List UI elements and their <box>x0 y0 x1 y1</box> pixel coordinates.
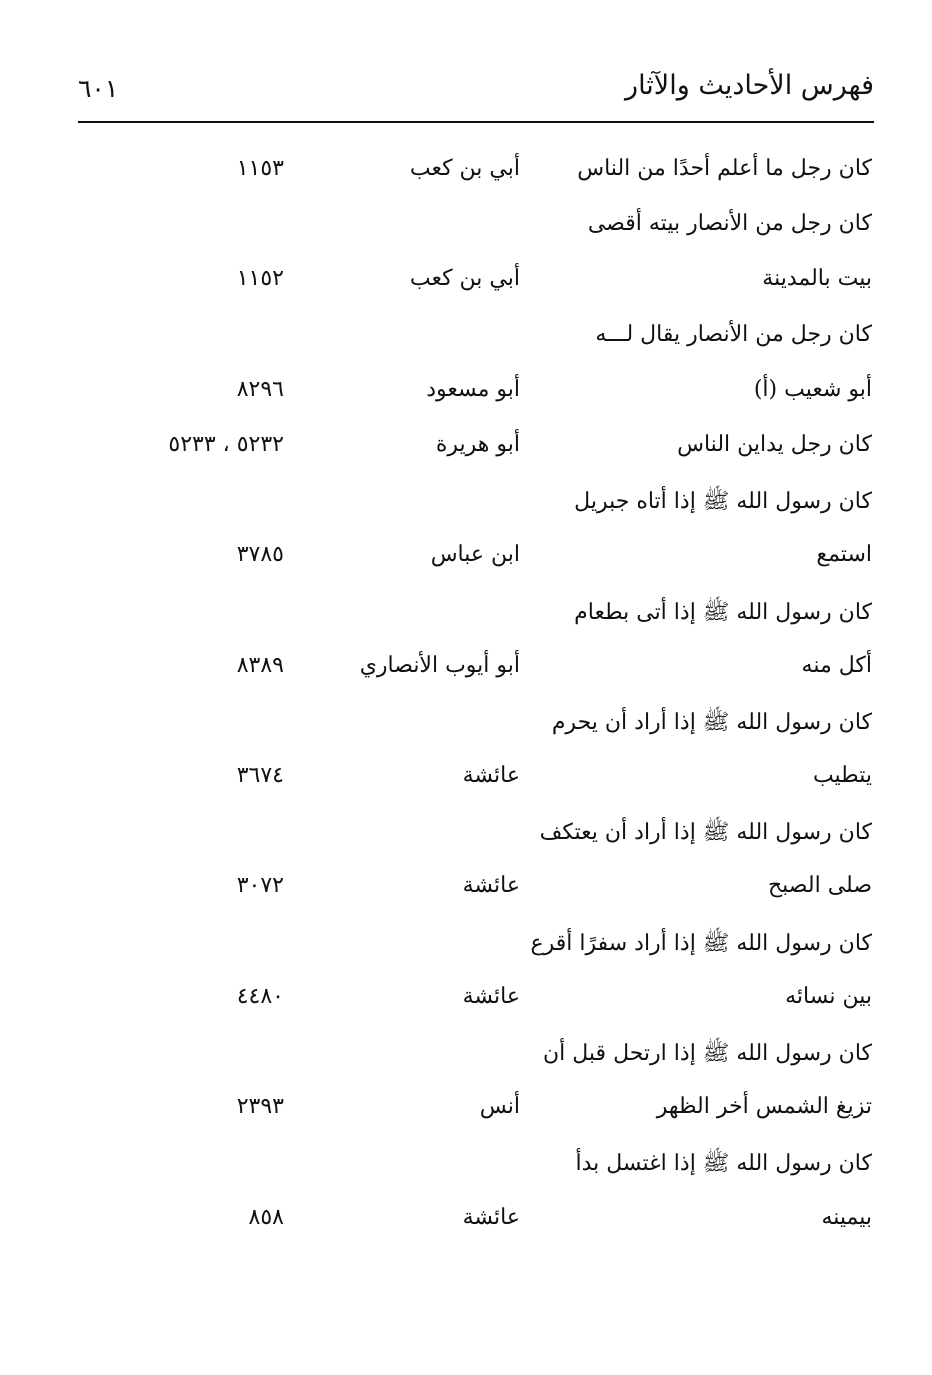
hadith-text: بيمينه <box>821 1204 872 1230</box>
narrator-name: أبي بن كعب <box>409 266 520 292</box>
narrator-name: أبو مسعود <box>426 376 520 402</box>
hadith-text: كان رجل من الأنصار يقال لـــه <box>595 321 872 347</box>
hadith-number: ٨٢٩٦ <box>236 376 284 402</box>
hadith-number: ٣٦٧٤ <box>236 763 284 789</box>
hadith-number: ١١٥٢ <box>236 266 284 292</box>
hadith-text: يتطيب <box>812 763 872 789</box>
index-entry <box>0 808 932 863</box>
index-entry <box>0 201 932 256</box>
narrator-name: أنس <box>479 1094 520 1120</box>
index-entry <box>0 1084 932 1139</box>
index-entry <box>0 146 932 201</box>
index-entry <box>0 1029 932 1084</box>
hadith-text: بيت بالمدينة <box>762 266 872 292</box>
hadith-number: ٤٤٨٠ <box>236 983 284 1009</box>
hadith-text: كان رسول الله ﷺ إذا أتاه جبريل <box>574 489 872 515</box>
index-entry <box>0 919 932 974</box>
header-divider <box>78 121 874 123</box>
hadith-text: كان رسول الله ﷺ إذا أراد أن يعتكف <box>539 820 872 846</box>
page-number: ٦٠١ <box>78 74 119 103</box>
hadith-text: كان رسول الله ﷺ إذا أراد سفرًا أقرع <box>530 930 872 956</box>
hadith-number: ٢٣٩٣ <box>236 1094 284 1120</box>
hadith-number: ١١٥٣ <box>236 156 284 181</box>
index-entry <box>0 532 932 587</box>
hadith-text: كان رسول الله ﷺ إذا اغتسل بدأ <box>575 1151 872 1177</box>
hadith-text: بين نسائه <box>785 983 872 1009</box>
index-entry <box>0 863 932 918</box>
narrator-name: عائشة <box>462 873 520 899</box>
hadith-number: ٥٢٣٢ ، ٥٢٣٣ <box>168 431 284 457</box>
hadith-text: كان رجل يداين الناس <box>677 431 872 457</box>
index-entry <box>0 974 932 1029</box>
index-entry <box>0 422 932 477</box>
hadith-text: كان رسول الله ﷺ إذا ارتحل قبل أن <box>543 1041 872 1066</box>
index-entry <box>0 367 932 422</box>
hadith-text: صلى الصبح <box>767 873 872 899</box>
hadith-number: ٣٠٧٢ <box>236 873 284 899</box>
narrator-name: عائشة <box>462 1204 520 1230</box>
hadith-text: كان رسول الله ﷺ إذا أراد أن يحرم <box>551 709 872 735</box>
hadith-text: استمع <box>816 542 872 568</box>
index-entry <box>0 753 932 808</box>
hadith-text: كان رسول الله ﷺ إذا أتى بطعام <box>574 599 872 625</box>
hadith-text: تزيغ الشمس أخر الظهر <box>656 1094 872 1120</box>
hadith-text: كان رجل ما أعلم أحدًا من الناس <box>577 156 872 181</box>
index-entry <box>0 477 932 532</box>
index-entry <box>0 643 932 698</box>
narrator-name: عائشة <box>462 763 520 789</box>
index-entry <box>0 256 932 311</box>
narrator-name: أبي بن كعب <box>409 156 520 181</box>
hadith-text: كان رجل من الأنصار بيته أقصى <box>587 211 872 237</box>
index-entry <box>0 1195 932 1250</box>
narrator-name: أبو أيوب الأنصاري <box>359 652 520 678</box>
index-entry <box>0 312 932 367</box>
narrator-name: ابن عباس <box>430 542 520 568</box>
narrator-name: أبو هريرة <box>435 431 520 457</box>
hadith-number: ٨٥٨ <box>248 1204 284 1230</box>
hadith-text: أبو شعيب (أ) <box>753 376 872 402</box>
hadith-index-list <box>0 146 932 1250</box>
hadith-text: أكل منه <box>801 652 872 678</box>
index-entry <box>0 698 932 753</box>
index-entry <box>0 588 932 643</box>
page-header <box>78 70 874 112</box>
index-entry <box>0 1139 932 1194</box>
page-title: فهرس الأحاديث والآثار <box>625 70 874 101</box>
narrator-name: عائشة <box>462 983 520 1009</box>
hadith-number: ٨٣٨٩ <box>236 652 284 678</box>
hadith-number: ٣٧٨٥ <box>236 542 284 568</box>
